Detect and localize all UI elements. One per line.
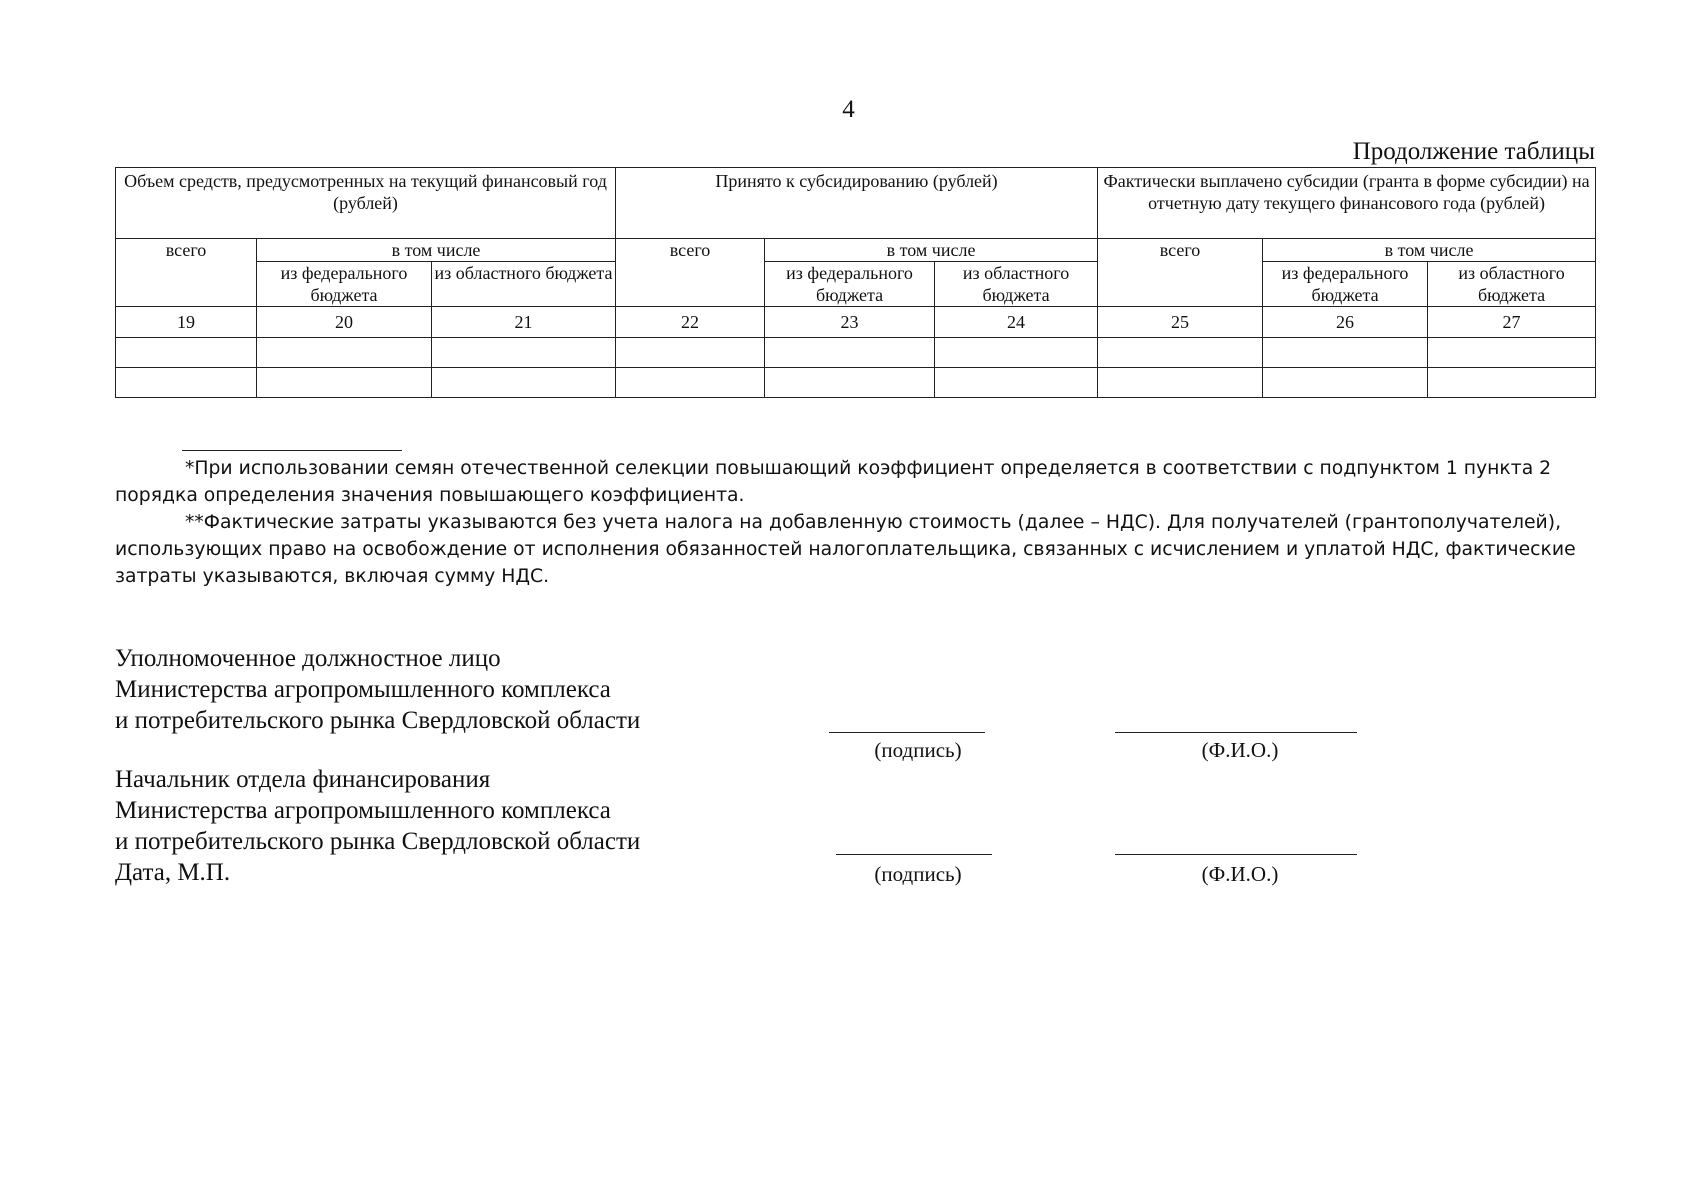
name-caption: (Ф.И.О.) xyxy=(1201,862,1279,886)
header-regional-budget: из областного бюджета xyxy=(935,262,1098,307)
column-number: 27 xyxy=(1428,307,1596,338)
name-line xyxy=(1115,854,1357,855)
signature-caption: (подпись) xyxy=(874,862,962,886)
table-cell xyxy=(765,368,935,398)
head-signature-title xyxy=(115,764,640,888)
column-number: 25 xyxy=(1098,307,1263,338)
signature-line xyxy=(829,732,985,733)
table-cell xyxy=(1098,368,1263,398)
group-header-accepted-subsidy: Принято к субсидированию (рублей) xyxy=(616,168,1098,239)
header-total: всего xyxy=(1098,239,1263,307)
table-cell xyxy=(765,338,935,368)
group-header-planned-funds: Объем средств, предусмотренных на текущий финансовый год (рублей) xyxy=(116,168,616,239)
table-row xyxy=(116,368,1596,398)
footnote-seed-coefficient: *При использовании семян отечественной селекции повышающий коэффициент определяется в соответствии с подпунктом 1 пункта 2 порядка определения значения повышающего коэффициента. xyxy=(115,458,1552,506)
table-cell xyxy=(432,338,616,368)
column-number: 22 xyxy=(616,307,765,338)
table-cell xyxy=(1263,338,1428,368)
table-cell xyxy=(257,368,432,398)
table-cell xyxy=(616,368,765,398)
table-cell xyxy=(935,368,1098,398)
title-line: и потребительского рынка Свердловской области xyxy=(115,828,641,855)
table-cell xyxy=(616,338,765,368)
header-including: в том числе xyxy=(257,239,616,262)
column-number: 20 xyxy=(257,307,432,338)
header-total: всего xyxy=(116,239,257,307)
header-federal-budget: из федерального бюджета xyxy=(257,262,432,307)
footnote-separator xyxy=(182,450,402,451)
table-budget-header-row xyxy=(116,262,1596,307)
footnotes xyxy=(115,455,1595,590)
header-federal-budget: из федерального бюджета xyxy=(1263,262,1428,307)
column-number-row xyxy=(116,307,1596,338)
header-total: всего xyxy=(616,239,765,307)
column-number: 24 xyxy=(935,307,1098,338)
table-cell xyxy=(1098,338,1263,368)
title-line: Уполномоченное должностное лицо xyxy=(115,645,501,672)
title-line: Начальник отдела финансирования xyxy=(115,766,491,793)
column-number: 19 xyxy=(116,307,257,338)
table-continuation-label: Продолжение таблицы xyxy=(1352,138,1595,165)
subsidy-table xyxy=(115,167,1596,398)
page-number: 4 xyxy=(842,96,855,123)
header-including: в том числе xyxy=(1263,239,1596,262)
table-group-header-row xyxy=(116,168,1596,239)
table-cell xyxy=(935,338,1098,368)
table-cell xyxy=(1428,368,1596,398)
signature-caption: (подпись) xyxy=(874,738,962,762)
group-header-actually-paid: Фактически выплачено субсидии (гранта в форме субсидии) на отчетную дату текущего финансового года (рублей) xyxy=(1098,168,1596,239)
footnote-vat: **Фактические затраты указываются без учета налога на добавленную стоимость (далее – НДС). Для получателей (грантополучателей), использующих право на освобождение от исполнения обязанностей налогоплательщика, связанных с исчислением и уплатой НДС, фактические затраты указываются, включая сумму НДС. xyxy=(115,512,1576,587)
table-cell xyxy=(1263,368,1428,398)
title-line: Министерства агропромышленного комплекса xyxy=(115,797,611,824)
date-stamp-label: Дата, М.П. xyxy=(115,859,231,886)
header-regional-budget: из областного бюджета xyxy=(1428,262,1596,307)
header-federal-budget: из федерального бюджета xyxy=(765,262,935,307)
table-row xyxy=(116,338,1596,368)
column-number: 26 xyxy=(1263,307,1428,338)
title-line: Министерства агропромышленного комплекса xyxy=(115,676,611,703)
table-subheader-row xyxy=(116,239,1596,262)
table-cell xyxy=(432,368,616,398)
name-line xyxy=(1115,732,1357,733)
column-number: 23 xyxy=(765,307,935,338)
official-signature-title xyxy=(115,643,640,736)
table-cell xyxy=(116,368,257,398)
header-regional-budget: из областного бюджета xyxy=(432,262,616,307)
column-number: 21 xyxy=(432,307,616,338)
signature-line xyxy=(836,854,992,855)
header-including: в том числе xyxy=(765,239,1098,262)
table-cell xyxy=(257,338,432,368)
table-cell xyxy=(116,338,257,368)
title-line: и потребительского рынка Свердловской области xyxy=(115,707,641,734)
table-cell xyxy=(1428,338,1596,368)
name-caption: (Ф.И.О.) xyxy=(1201,738,1279,762)
